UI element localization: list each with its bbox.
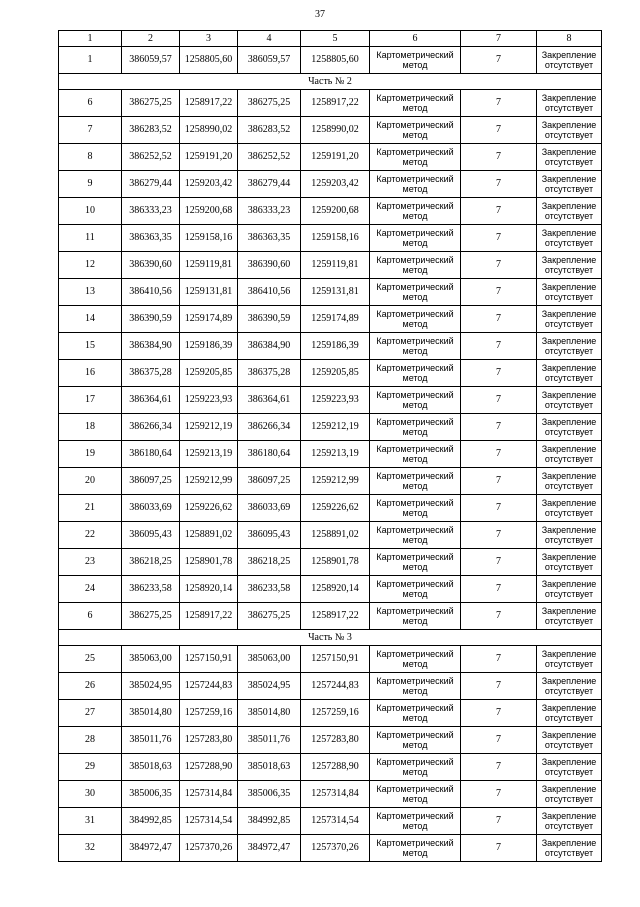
method-cell: Картометрический метод [370,495,461,522]
accuracy-cell: 7 [461,549,537,576]
fixation-cell: Закрепление отсутствует [537,306,602,333]
point-number-cell: 7 [59,117,122,144]
y-coordinate-cell: 1258990,02 [301,117,370,144]
y-coordinate-cell: 1259174,89 [180,306,238,333]
y-coordinate-cell: 1258917,22 [180,90,238,117]
x-coordinate-cell: 386233,58 [122,576,180,603]
accuracy-cell: 7 [461,835,537,862]
table-row [59,646,602,673]
header-cell: 3 [180,31,238,47]
method-cell: Картометрический метод [370,808,461,835]
y-coordinate-cell: 1258891,02 [180,522,238,549]
y-coordinate-cell: 1257314,54 [301,808,370,835]
y-coordinate-cell: 1259131,81 [180,279,238,306]
section-row [59,74,602,90]
accuracy-cell: 7 [461,673,537,700]
table-row [59,603,602,630]
table-body [59,47,602,862]
accuracy-cell: 7 [461,522,537,549]
x-coordinate-cell: 386384,90 [122,333,180,360]
method-cell: Картометрический метод [370,646,461,673]
fixation-cell: Закрепление отсутствует [537,549,602,576]
method-cell: Картометрический метод [370,754,461,781]
method-cell: Картометрический метод [370,673,461,700]
accuracy-cell: 7 [461,495,537,522]
x-coordinate-cell: 385014,80 [122,700,180,727]
accuracy-cell: 7 [461,360,537,387]
y-coordinate-cell: 1257314,84 [301,781,370,808]
fixation-cell: Закрепление отсутствует [537,603,602,630]
x-coordinate-cell: 385018,63 [122,754,180,781]
fixation-cell: Закрепление отсутствует [537,360,602,387]
table-row [59,414,602,441]
accuracy-cell: 7 [461,700,537,727]
table-row [59,727,602,754]
y-coordinate-cell: 1257259,16 [180,700,238,727]
point-number-cell: 32 [59,835,122,862]
table-row [59,333,602,360]
y-coordinate-cell: 1258920,14 [180,576,238,603]
x-coordinate-cell: 386180,64 [238,441,301,468]
x-coordinate-cell: 386384,90 [238,333,301,360]
point-number-cell: 29 [59,754,122,781]
y-coordinate-cell: 1259191,20 [301,144,370,171]
y-coordinate-cell: 1257283,80 [301,727,370,754]
accuracy-cell: 7 [461,333,537,360]
y-coordinate-cell: 1257370,26 [301,835,370,862]
method-cell: Картометрический метод [370,700,461,727]
x-coordinate-cell: 386390,60 [238,252,301,279]
x-coordinate-cell: 386279,44 [238,171,301,198]
y-coordinate-cell: 1257370,26 [180,835,238,862]
accuracy-cell: 7 [461,117,537,144]
y-coordinate-cell: 1259226,62 [301,495,370,522]
point-number-cell: 6 [59,90,122,117]
x-coordinate-cell: 386059,57 [238,47,301,74]
fixation-cell: Закрепление отсутствует [537,225,602,252]
y-coordinate-cell: 1258990,02 [180,117,238,144]
y-coordinate-cell: 1259213,19 [180,441,238,468]
point-number-cell: 19 [59,441,122,468]
table-row [59,360,602,387]
x-coordinate-cell: 385011,76 [238,727,301,754]
y-coordinate-cell: 1257259,16 [301,700,370,727]
x-coordinate-cell: 386364,61 [238,387,301,414]
y-coordinate-cell: 1259223,93 [180,387,238,414]
header-cell: 2 [122,31,180,47]
point-number-cell: 9 [59,171,122,198]
x-coordinate-cell: 385024,95 [122,673,180,700]
x-coordinate-cell: 385024,95 [238,673,301,700]
fixation-cell: Закрепление отсутствует [537,835,602,862]
x-coordinate-cell: 386275,25 [122,603,180,630]
method-cell: Картометрический метод [370,468,461,495]
y-coordinate-cell: 1259158,16 [180,225,238,252]
x-coordinate-cell: 385014,80 [238,700,301,727]
table-row [59,225,602,252]
point-number-cell: 1 [59,47,122,74]
point-number-cell: 17 [59,387,122,414]
header-cell: 4 [238,31,301,47]
y-coordinate-cell: 1259212,19 [301,414,370,441]
y-coordinate-cell: 1257150,91 [180,646,238,673]
accuracy-cell: 7 [461,47,537,74]
y-coordinate-cell: 1259213,19 [301,441,370,468]
accuracy-cell: 7 [461,414,537,441]
y-coordinate-cell: 1257244,83 [301,673,370,700]
y-coordinate-cell: 1257314,54 [180,808,238,835]
x-coordinate-cell: 384992,85 [238,808,301,835]
x-coordinate-cell: 386333,23 [238,198,301,225]
y-coordinate-cell: 1258891,02 [301,522,370,549]
table-row [59,781,602,808]
section-title: Часть № 3 [59,630,602,646]
x-coordinate-cell: 386333,23 [122,198,180,225]
method-cell: Картометрический метод [370,522,461,549]
header-cell: 5 [301,31,370,47]
table-row [59,808,602,835]
x-coordinate-cell: 386363,35 [238,225,301,252]
header-cell: 1 [59,31,122,47]
x-coordinate-cell: 386410,56 [122,279,180,306]
header-cell: 8 [537,31,602,47]
point-number-cell: 6 [59,603,122,630]
y-coordinate-cell: 1258901,78 [301,549,370,576]
fixation-cell: Закрепление отсутствует [537,198,602,225]
x-coordinate-cell: 386252,52 [122,144,180,171]
y-coordinate-cell: 1258917,22 [180,603,238,630]
table-row [59,576,602,603]
fixation-cell: Закрепление отсутствует [537,441,602,468]
fixation-cell: Закрепление отсутствует [537,646,602,673]
fixation-cell: Закрепление отсутствует [537,387,602,414]
y-coordinate-cell: 1259119,81 [180,252,238,279]
method-cell: Картометрический метод [370,576,461,603]
x-coordinate-cell: 384972,47 [122,835,180,862]
point-number-cell: 10 [59,198,122,225]
method-cell: Картометрический метод [370,47,461,74]
fixation-cell: Закрепление отсутствует [537,808,602,835]
y-coordinate-cell: 1259203,42 [180,171,238,198]
point-number-cell: 30 [59,781,122,808]
header-cell: 6 [370,31,461,47]
x-coordinate-cell: 386233,58 [238,576,301,603]
fixation-cell: Закрепление отсутствует [537,754,602,781]
x-coordinate-cell: 386375,28 [122,360,180,387]
point-number-cell: 18 [59,414,122,441]
x-coordinate-cell: 386283,52 [122,117,180,144]
page-number: 37 [315,9,325,20]
accuracy-cell: 7 [461,171,537,198]
method-cell: Картометрический метод [370,117,461,144]
x-coordinate-cell: 386390,59 [122,306,180,333]
point-number-cell: 16 [59,360,122,387]
coordinates-table [58,30,602,862]
x-coordinate-cell: 386252,52 [238,144,301,171]
x-coordinate-cell: 386218,25 [122,549,180,576]
method-cell: Картометрический метод [370,360,461,387]
point-number-cell: 24 [59,576,122,603]
y-coordinate-cell: 1259186,39 [180,333,238,360]
method-cell: Картометрический метод [370,198,461,225]
fixation-cell: Закрепление отсутствует [537,117,602,144]
accuracy-cell: 7 [461,781,537,808]
x-coordinate-cell: 386218,25 [238,549,301,576]
y-coordinate-cell: 1259186,39 [301,333,370,360]
point-number-cell: 14 [59,306,122,333]
y-coordinate-cell: 1257244,83 [180,673,238,700]
fixation-cell: Закрепление отсутствует [537,495,602,522]
method-cell: Картометрический метод [370,414,461,441]
x-coordinate-cell: 386266,34 [122,414,180,441]
x-coordinate-cell: 386266,34 [238,414,301,441]
y-coordinate-cell: 1257150,91 [301,646,370,673]
method-cell: Картометрический метод [370,387,461,414]
point-number-cell: 25 [59,646,122,673]
method-cell: Картометрический метод [370,144,461,171]
y-coordinate-cell: 1258805,60 [180,47,238,74]
method-cell: Картометрический метод [370,781,461,808]
x-coordinate-cell: 386390,59 [238,306,301,333]
accuracy-cell: 7 [461,279,537,306]
y-coordinate-cell: 1259212,99 [180,468,238,495]
y-coordinate-cell: 1259205,85 [301,360,370,387]
x-coordinate-cell: 385011,76 [122,727,180,754]
table-row [59,198,602,225]
method-cell: Картометрический метод [370,252,461,279]
section-title: Часть № 2 [59,74,602,90]
accuracy-cell: 7 [461,225,537,252]
section-row [59,630,602,646]
table-row [59,252,602,279]
x-coordinate-cell: 386390,60 [122,252,180,279]
point-number-cell: 11 [59,225,122,252]
y-coordinate-cell: 1259226,62 [180,495,238,522]
x-coordinate-cell: 386095,43 [238,522,301,549]
x-coordinate-cell: 386363,35 [122,225,180,252]
table-row [59,522,602,549]
accuracy-cell: 7 [461,468,537,495]
x-coordinate-cell: 386364,61 [122,387,180,414]
x-coordinate-cell: 386059,57 [122,47,180,74]
fixation-cell: Закрепление отсутствует [537,333,602,360]
table-row [59,47,602,74]
x-coordinate-cell: 386279,44 [122,171,180,198]
method-cell: Картометрический метод [370,603,461,630]
fixation-cell: Закрепление отсутствует [537,47,602,74]
method-cell: Картометрический метод [370,279,461,306]
y-coordinate-cell: 1257288,90 [301,754,370,781]
table-row [59,144,602,171]
y-coordinate-cell: 1257283,80 [180,727,238,754]
accuracy-cell: 7 [461,90,537,117]
method-cell: Картометрический метод [370,835,461,862]
x-coordinate-cell: 385018,63 [238,754,301,781]
x-coordinate-cell: 385063,00 [122,646,180,673]
accuracy-cell: 7 [461,576,537,603]
method-cell: Картометрический метод [370,306,461,333]
y-coordinate-cell: 1259191,20 [180,144,238,171]
fixation-cell: Закрепление отсутствует [537,673,602,700]
fixation-cell: Закрепление отсутствует [537,468,602,495]
table-row [59,549,602,576]
fixation-cell: Закрепление отсутствует [537,90,602,117]
point-number-cell: 22 [59,522,122,549]
y-coordinate-cell: 1259203,42 [301,171,370,198]
accuracy-cell: 7 [461,808,537,835]
accuracy-cell: 7 [461,727,537,754]
accuracy-cell: 7 [461,603,537,630]
point-number-cell: 31 [59,808,122,835]
accuracy-cell: 7 [461,387,537,414]
point-number-cell: 23 [59,549,122,576]
x-coordinate-cell: 386275,25 [122,90,180,117]
method-cell: Картометрический метод [370,441,461,468]
point-number-cell: 8 [59,144,122,171]
x-coordinate-cell: 386410,56 [238,279,301,306]
method-cell: Картометрический метод [370,225,461,252]
y-coordinate-cell: 1259212,19 [180,414,238,441]
y-coordinate-cell: 1259158,16 [301,225,370,252]
table-row [59,495,602,522]
table-row [59,468,602,495]
x-coordinate-cell: 386283,52 [238,117,301,144]
point-number-cell: 15 [59,333,122,360]
y-coordinate-cell: 1259200,68 [180,198,238,225]
fixation-cell: Закрепление отсутствует [537,576,602,603]
fixation-cell: Закрепление отсутствует [537,522,602,549]
point-number-cell: 27 [59,700,122,727]
table-row [59,673,602,700]
table-row [59,754,602,781]
x-coordinate-cell: 386095,43 [122,522,180,549]
x-coordinate-cell: 385006,35 [238,781,301,808]
header-cell: 7 [461,31,537,47]
y-coordinate-cell: 1258901,78 [180,549,238,576]
table-row [59,171,602,198]
fixation-cell: Закрепление отсутствует [537,252,602,279]
y-coordinate-cell: 1259119,81 [301,252,370,279]
y-coordinate-cell: 1258920,14 [301,576,370,603]
method-cell: Картометрический метод [370,727,461,754]
table-row [59,90,602,117]
fixation-cell: Закрепление отсутствует [537,700,602,727]
x-coordinate-cell: 386275,25 [238,603,301,630]
point-number-cell: 12 [59,252,122,279]
point-number-cell: 21 [59,495,122,522]
x-coordinate-cell: 386097,25 [238,468,301,495]
accuracy-cell: 7 [461,754,537,781]
accuracy-cell: 7 [461,441,537,468]
fixation-cell: Закрепление отсутствует [537,414,602,441]
x-coordinate-cell: 386275,25 [238,90,301,117]
fixation-cell: Закрепление отсутствует [537,171,602,198]
x-coordinate-cell: 386033,69 [238,495,301,522]
point-number-cell: 28 [59,727,122,754]
table-row [59,835,602,862]
fixation-cell: Закрепление отсутствует [537,279,602,306]
table-row [59,306,602,333]
accuracy-cell: 7 [461,198,537,225]
table-row [59,700,602,727]
y-coordinate-cell: 1257288,90 [180,754,238,781]
point-number-cell: 26 [59,673,122,700]
x-coordinate-cell: 386375,28 [238,360,301,387]
method-cell: Картометрический метод [370,333,461,360]
y-coordinate-cell: 1259131,81 [301,279,370,306]
header-row [59,31,602,47]
method-cell: Картометрический метод [370,90,461,117]
point-number-cell: 13 [59,279,122,306]
point-number-cell: 20 [59,468,122,495]
x-coordinate-cell: 384972,47 [238,835,301,862]
x-coordinate-cell: 385006,35 [122,781,180,808]
y-coordinate-cell: 1258917,22 [301,603,370,630]
table-row [59,117,602,144]
y-coordinate-cell: 1259223,93 [301,387,370,414]
y-coordinate-cell: 1258805,60 [301,47,370,74]
table-row [59,441,602,468]
y-coordinate-cell: 1257314,84 [180,781,238,808]
x-coordinate-cell: 386033,69 [122,495,180,522]
fixation-cell: Закрепление отсутствует [537,781,602,808]
method-cell: Картометрический метод [370,171,461,198]
x-coordinate-cell: 386097,25 [122,468,180,495]
x-coordinate-cell: 385063,00 [238,646,301,673]
fixation-cell: Закрепление отсутствует [537,144,602,171]
x-coordinate-cell: 386180,64 [122,441,180,468]
x-coordinate-cell: 384992,85 [122,808,180,835]
fixation-cell: Закрепление отсутствует [537,727,602,754]
table-row [59,387,602,414]
method-cell: Картометрический метод [370,549,461,576]
accuracy-cell: 7 [461,646,537,673]
y-coordinate-cell: 1259212,99 [301,468,370,495]
accuracy-cell: 7 [461,306,537,333]
accuracy-cell: 7 [461,252,537,279]
y-coordinate-cell: 1258917,22 [301,90,370,117]
accuracy-cell: 7 [461,144,537,171]
y-coordinate-cell: 1259200,68 [301,198,370,225]
table-row [59,279,602,306]
y-coordinate-cell: 1259205,85 [180,360,238,387]
y-coordinate-cell: 1259174,89 [301,306,370,333]
